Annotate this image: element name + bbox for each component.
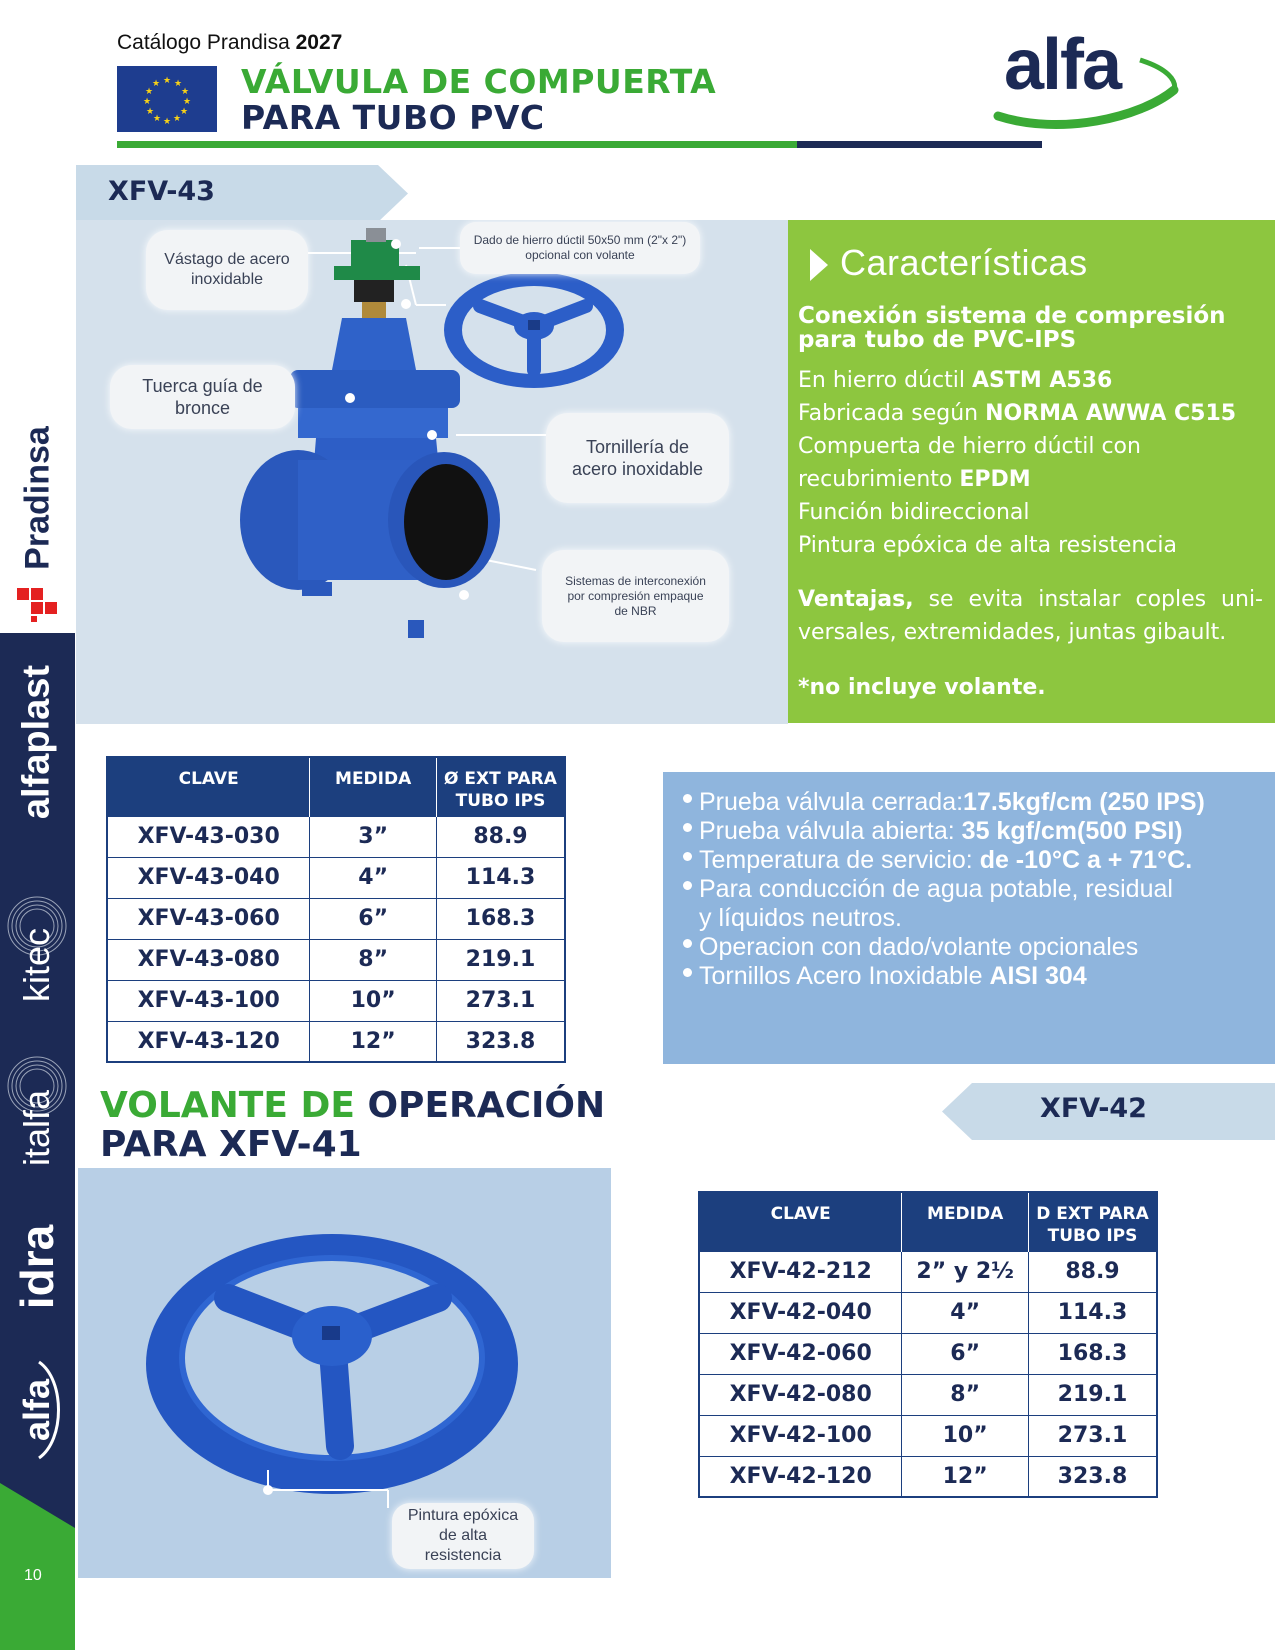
table-row (107, 939, 565, 980)
characteristic-item: Compuerta de hierro dúctil con (798, 434, 1141, 459)
bullet-icon (683, 823, 692, 832)
table-cell: 4” (310, 857, 437, 898)
pradinsa-logo-icon (17, 588, 65, 624)
table-cell: 273.1 (436, 980, 565, 1021)
table-cell: 10” (902, 1415, 1029, 1456)
svg-text:★: ★ (162, 76, 172, 86)
main-title-line2: PARA TUBO PVC (241, 98, 545, 137)
test-spec-item: Operacion con dado/volante opcionales (699, 933, 1139, 961)
svg-text:★: ★ (145, 107, 155, 117)
table-cell: XFV-42-212 (699, 1251, 902, 1292)
table-cell: 2” y 2½ (902, 1251, 1029, 1292)
advantages-text: Ventajas, se evita instalar coples uni-versales, extremidades, juntas gibault. (798, 587, 1263, 645)
brand-pradinsa: Pradinsa (18, 426, 57, 570)
svg-text:★: ★ (151, 79, 161, 89)
svg-text:★: ★ (152, 114, 162, 124)
table-cell: XFV-43-040 (107, 857, 310, 898)
table-cell: 10” (310, 980, 437, 1021)
svg-text:★: ★ (142, 97, 152, 107)
table-cell: XFV-42-120 (699, 1456, 902, 1497)
handwheel-title-line2: PARA XFV-41 (100, 1124, 362, 1165)
test-spec-item: Tornillos Acero Inoxidable AISI 304 (699, 962, 1087, 990)
handwheel-title-line1: VOLANTE DE OPERACIÓN (100, 1085, 606, 1126)
bullet-icon (683, 794, 692, 803)
table-row (699, 1415, 1157, 1456)
brand-kitec: kitec (16, 927, 57, 1003)
table-cell: 12” (310, 1021, 437, 1062)
table-cell: 273.1 (1028, 1415, 1157, 1456)
svg-text:★: ★ (179, 107, 189, 117)
table-cell: XFV-43-100 (107, 980, 310, 1021)
table-cell: XFV-42-040 (699, 1292, 902, 1333)
svg-text:★: ★ (182, 97, 192, 107)
spec-table-xfv42 (698, 1191, 1158, 1498)
characteristic-item: recubrimiento EPDM (798, 467, 1031, 492)
bullet-icon (683, 881, 692, 890)
table-cell: 114.3 (1028, 1292, 1157, 1333)
table-header: CLAVE (699, 1192, 902, 1251)
table-header: MEDIDA (310, 757, 437, 816)
brand-alfa: alfa (16, 1378, 57, 1442)
table-cell: 88.9 (436, 816, 565, 857)
table-header: D EXT PARA TUBO IPS (1028, 1192, 1157, 1251)
table-cell: XFV-43-030 (107, 816, 310, 857)
callout-bolts: Tornillería de acero inoxidable (546, 413, 729, 503)
characteristics-title: Características (840, 242, 1088, 283)
bullet-icon (683, 939, 692, 948)
table-cell: XFV-42-100 (699, 1415, 902, 1456)
table-cell: XFV-42-080 (699, 1374, 902, 1415)
test-spec-item: Prueba válvula abierta: 35 kgf/cm(500 PSI) (699, 817, 1183, 845)
characteristics-subtitle: Conexión sistema de compresión para tubo de PVC-IPS (798, 303, 1226, 353)
eu-flag-icon (117, 66, 217, 132)
svg-text:★: ★ (173, 79, 183, 89)
table-cell: 168.3 (1028, 1333, 1157, 1374)
test-specs-panel (663, 772, 1275, 1064)
table-row (107, 898, 565, 939)
bullet-icon (683, 968, 692, 977)
brand-italfa: italfa (16, 1089, 57, 1167)
test-spec-item: Prueba válvula cerrada:17.5kgf/cm (250 IPS) (699, 788, 1205, 816)
table-row (699, 1292, 1157, 1333)
table-cell: 323.8 (436, 1021, 565, 1062)
characteristic-item: Función bidireccional (798, 500, 1030, 525)
callout-square-nut: Dado de hierro dúctil 50x50 mm (2"x 2") opcional con volante (460, 222, 700, 274)
brand-idra: idra (11, 1224, 63, 1310)
table-row (107, 1021, 565, 1062)
main-title-line1: VÁLVULA DE COMPUERTA (241, 62, 717, 101)
table-cell: 8” (902, 1374, 1029, 1415)
caret-right-icon (810, 249, 828, 281)
alfa-logo-text: alfa (1004, 25, 1121, 105)
characteristic-item: Fabricada según NORMA AWWA C515 (798, 401, 1237, 426)
brand-alfaplast: alfaplast (15, 664, 58, 820)
table-cell: XFV-43-120 (107, 1021, 310, 1062)
table-cell: XFV-43-080 (107, 939, 310, 980)
product-image-panel (76, 220, 788, 724)
table-cell: XFV-43-060 (107, 898, 310, 939)
svg-text:★: ★ (162, 117, 172, 127)
table-row (699, 1456, 1157, 1497)
table-row (107, 980, 565, 1021)
handwheel-image-panel (78, 1168, 611, 1578)
test-spec-item: Temperatura de servicio: de -10°C a + 71°C. (699, 846, 1193, 874)
callout-bronze-nut: Tuerca guía de bronce (110, 365, 295, 429)
table-header: Ø EXT PARA TUBO IPS (436, 757, 565, 816)
table-cell: XFV-42-060 (699, 1333, 902, 1374)
characteristics-panel (788, 220, 1275, 723)
alfa-swoosh-icon (35, 1360, 65, 1460)
table-cell: 6” (310, 898, 437, 939)
test-spec-item: Para conducción de agua potable, residual (699, 875, 1173, 903)
table-cell: 6” (902, 1333, 1029, 1374)
header-rule-green (117, 141, 797, 148)
table-cell: 88.9 (1028, 1251, 1157, 1292)
table-cell: 219.1 (436, 939, 565, 980)
svg-text:★: ★ (172, 114, 182, 124)
spec-table-xfv43 (106, 756, 566, 1063)
table-cell: 4” (902, 1292, 1029, 1333)
table-cell: 8” (310, 939, 437, 980)
callout-epoxy-paint: Pintura epóxica de alta resistencia (392, 1503, 534, 1569)
catalog-title: Catálogo Prandisa 2027 (117, 31, 343, 54)
table-cell: 323.8 (1028, 1456, 1157, 1497)
no-handwheel-note: *no incluye volante. (798, 675, 1046, 700)
table-row (107, 857, 565, 898)
test-spec-item-cont: y líquidos neutros. (699, 904, 902, 932)
table-cell: 114.3 (436, 857, 565, 898)
table-row (699, 1374, 1157, 1415)
sidebar-wedge (0, 1483, 75, 1528)
table-cell: 219.1 (1028, 1374, 1157, 1415)
table-row (699, 1333, 1157, 1374)
callout-seal: Sistemas de interconexión por compresión empaque de NBR (542, 550, 729, 642)
bullet-icon (683, 852, 692, 861)
table-cell: 3” (310, 816, 437, 857)
product-code-xfv42: XFV-42 (1040, 1093, 1147, 1124)
svg-text:★: ★ (144, 87, 154, 97)
page-number: 10 (24, 1567, 42, 1584)
alfa-logo (990, 18, 1190, 133)
callout-stem: Vástago de acero inoxidable (146, 230, 308, 310)
characteristic-item: En hierro dúctil ASTM A536 (798, 368, 1113, 393)
table-cell: 12” (902, 1456, 1029, 1497)
table-row (699, 1251, 1157, 1292)
product-code-xfv43: XFV-43 (108, 176, 215, 207)
svg-text:★: ★ (180, 87, 190, 97)
table-header: MEDIDA (902, 1192, 1029, 1251)
characteristic-item: Pintura epóxica de alta resistencia (798, 533, 1178, 558)
table-row (107, 816, 565, 857)
table-header: CLAVE (107, 757, 310, 816)
table-cell: 168.3 (436, 898, 565, 939)
header-rule-navy (797, 141, 1042, 148)
